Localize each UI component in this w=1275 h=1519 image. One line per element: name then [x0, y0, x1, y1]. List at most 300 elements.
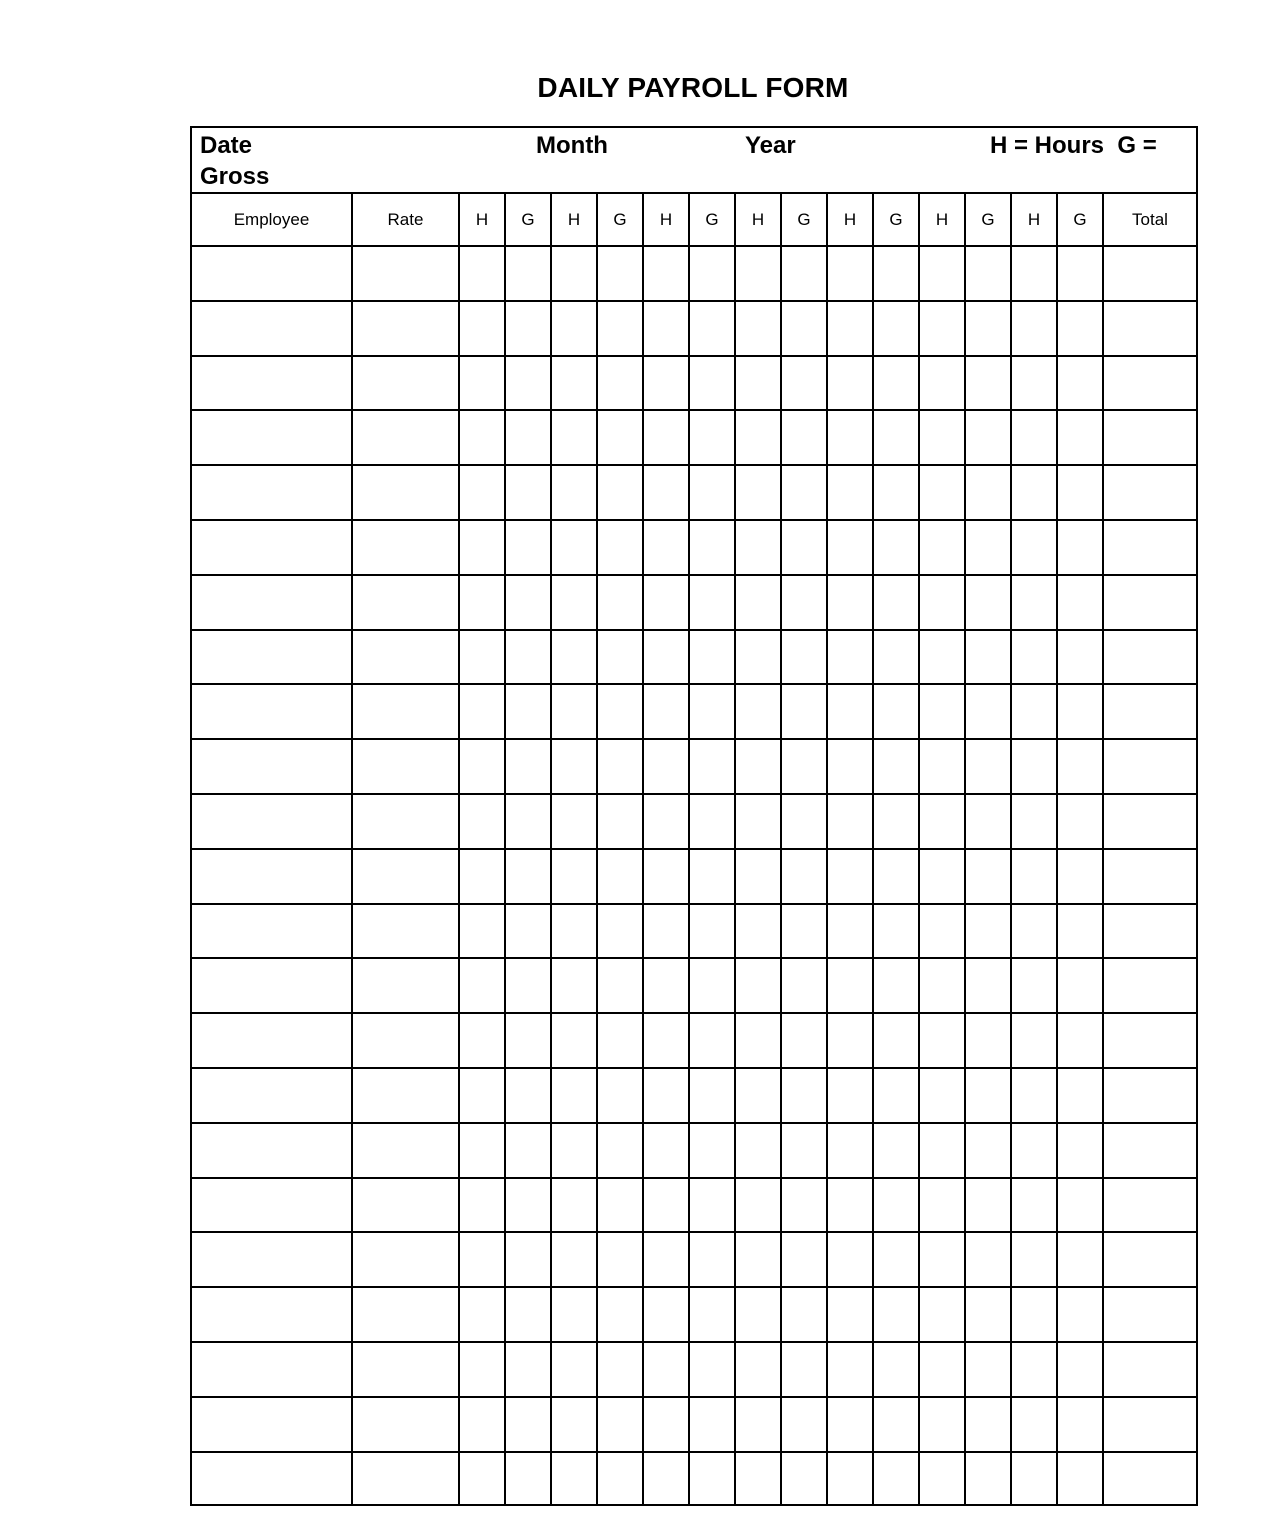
entry-cell[interactable] — [352, 794, 459, 849]
entry-cell[interactable] — [1057, 1178, 1103, 1233]
entry-cell[interactable] — [689, 1232, 735, 1287]
entry-cell[interactable] — [827, 1342, 873, 1397]
entry-cell[interactable] — [735, 356, 781, 411]
entry-cell[interactable] — [192, 958, 352, 1013]
entry-cell[interactable] — [459, 849, 505, 904]
entry-cell[interactable] — [551, 794, 597, 849]
entry-cell[interactable] — [1103, 356, 1196, 411]
entry-cell[interactable] — [919, 958, 965, 1013]
entry-cell[interactable] — [1057, 1123, 1103, 1178]
entry-cell[interactable] — [873, 1068, 919, 1123]
entry-cell[interactable] — [873, 1287, 919, 1342]
entry-cell[interactable] — [192, 794, 352, 849]
entry-cell[interactable] — [1057, 904, 1103, 959]
entry-cell[interactable] — [597, 246, 643, 301]
entry-cell[interactable] — [459, 958, 505, 1013]
entry-cell[interactable] — [919, 1068, 965, 1123]
entry-cell[interactable] — [192, 465, 352, 520]
entry-cell[interactable] — [597, 1013, 643, 1068]
entry-cell[interactable] — [459, 1068, 505, 1123]
entry-cell[interactable] — [689, 465, 735, 520]
entry-cell[interactable] — [459, 301, 505, 356]
entry-cell[interactable] — [643, 575, 689, 630]
entry-cell[interactable] — [735, 246, 781, 301]
entry-cell[interactable] — [352, 301, 459, 356]
entry-cell[interactable] — [873, 520, 919, 575]
entry-cell[interactable] — [781, 1342, 827, 1397]
entry-cell[interactable] — [1103, 1123, 1196, 1178]
entry-cell[interactable] — [919, 684, 965, 739]
entry-cell[interactable] — [1103, 301, 1196, 356]
entry-cell[interactable] — [965, 1123, 1011, 1178]
entry-cell[interactable] — [873, 246, 919, 301]
entry-cell[interactable] — [735, 1068, 781, 1123]
entry-cell[interactable] — [965, 1232, 1011, 1287]
entry-cell[interactable] — [1103, 1342, 1196, 1397]
entry-cell[interactable] — [192, 1068, 352, 1123]
entry-cell[interactable] — [827, 1397, 873, 1452]
entry-cell[interactable] — [597, 904, 643, 959]
entry-cell[interactable] — [643, 904, 689, 959]
entry-cell[interactable] — [459, 1232, 505, 1287]
entry-cell[interactable] — [1103, 1232, 1196, 1287]
entry-cell[interactable] — [781, 849, 827, 904]
entry-cell[interactable] — [352, 1232, 459, 1287]
entry-cell[interactable] — [643, 1342, 689, 1397]
entry-cell[interactable] — [919, 1013, 965, 1068]
entry-cell[interactable] — [919, 794, 965, 849]
entry-cell[interactable] — [459, 1287, 505, 1342]
entry-cell[interactable] — [505, 904, 551, 959]
entry-cell[interactable] — [192, 1178, 352, 1233]
entry-cell[interactable] — [873, 1342, 919, 1397]
entry-cell[interactable] — [551, 1013, 597, 1068]
entry-cell[interactable] — [551, 1452, 597, 1507]
entry-cell[interactable] — [919, 630, 965, 685]
entry-cell[interactable] — [1011, 246, 1057, 301]
entry-cell[interactable] — [459, 246, 505, 301]
entry-cell[interactable] — [827, 410, 873, 465]
entry-cell[interactable] — [459, 1397, 505, 1452]
entry-cell[interactable] — [1057, 1397, 1103, 1452]
entry-cell[interactable] — [919, 575, 965, 630]
entry-cell[interactable] — [873, 1013, 919, 1068]
entry-cell[interactable] — [643, 958, 689, 1013]
entry-cell[interactable] — [919, 1232, 965, 1287]
entry-cell[interactable] — [965, 410, 1011, 465]
entry-cell[interactable] — [919, 356, 965, 411]
entry-cell[interactable] — [1057, 410, 1103, 465]
entry-cell[interactable] — [827, 630, 873, 685]
entry-cell[interactable] — [551, 246, 597, 301]
entry-cell[interactable] — [919, 246, 965, 301]
entry-cell[interactable] — [735, 739, 781, 794]
entry-cell[interactable] — [505, 520, 551, 575]
entry-cell[interactable] — [873, 1452, 919, 1507]
entry-cell[interactable] — [827, 794, 873, 849]
entry-cell[interactable] — [459, 904, 505, 959]
entry-cell[interactable] — [735, 958, 781, 1013]
entry-cell[interactable] — [643, 739, 689, 794]
entry-cell[interactable] — [551, 1178, 597, 1233]
entry-cell[interactable] — [965, 1178, 1011, 1233]
entry-cell[interactable] — [597, 1068, 643, 1123]
entry-cell[interactable] — [505, 1123, 551, 1178]
entry-cell[interactable] — [1057, 575, 1103, 630]
entry-cell[interactable] — [1011, 630, 1057, 685]
entry-cell[interactable] — [352, 849, 459, 904]
entry-cell[interactable] — [1103, 410, 1196, 465]
entry-cell[interactable] — [689, 849, 735, 904]
entry-cell[interactable] — [352, 520, 459, 575]
entry-cell[interactable] — [781, 958, 827, 1013]
entry-cell[interactable] — [352, 410, 459, 465]
entry-cell[interactable] — [1103, 849, 1196, 904]
entry-cell[interactable] — [551, 1123, 597, 1178]
entry-cell[interactable] — [643, 301, 689, 356]
entry-cell[interactable] — [735, 630, 781, 685]
entry-cell[interactable] — [689, 575, 735, 630]
entry-cell[interactable] — [965, 1452, 1011, 1507]
entry-cell[interactable] — [459, 1123, 505, 1178]
entry-cell[interactable] — [505, 739, 551, 794]
entry-cell[interactable] — [1011, 739, 1057, 794]
entry-cell[interactable] — [735, 1287, 781, 1342]
entry-cell[interactable] — [352, 739, 459, 794]
entry-cell[interactable] — [1011, 1342, 1057, 1397]
entry-cell[interactable] — [551, 739, 597, 794]
entry-cell[interactable] — [459, 575, 505, 630]
entry-cell[interactable] — [352, 1452, 459, 1507]
entry-cell[interactable] — [192, 1397, 352, 1452]
entry-cell[interactable] — [689, 520, 735, 575]
entry-cell[interactable] — [643, 794, 689, 849]
entry-cell[interactable] — [827, 1013, 873, 1068]
entry-cell[interactable] — [551, 1287, 597, 1342]
entry-cell[interactable] — [781, 1397, 827, 1452]
entry-cell[interactable] — [459, 1178, 505, 1233]
entry-cell[interactable] — [352, 246, 459, 301]
entry-cell[interactable] — [643, 1232, 689, 1287]
entry-cell[interactable] — [781, 1013, 827, 1068]
entry-cell[interactable] — [919, 465, 965, 520]
entry-cell[interactable] — [735, 465, 781, 520]
entry-cell[interactable] — [689, 904, 735, 959]
entry-cell[interactable] — [1011, 849, 1057, 904]
entry-cell[interactable] — [505, 849, 551, 904]
entry-cell[interactable] — [1057, 1287, 1103, 1342]
entry-cell[interactable] — [505, 410, 551, 465]
entry-cell[interactable] — [781, 1068, 827, 1123]
entry-cell[interactable] — [781, 520, 827, 575]
entry-cell[interactable] — [505, 958, 551, 1013]
entry-cell[interactable] — [1057, 1013, 1103, 1068]
entry-cell[interactable] — [643, 1397, 689, 1452]
entry-cell[interactable] — [1057, 849, 1103, 904]
entry-cell[interactable] — [827, 1452, 873, 1507]
entry-cell[interactable] — [965, 794, 1011, 849]
entry-cell[interactable] — [505, 1287, 551, 1342]
entry-cell[interactable] — [781, 246, 827, 301]
entry-cell[interactable] — [352, 356, 459, 411]
entry-cell[interactable] — [1011, 575, 1057, 630]
entry-cell[interactable] — [1011, 465, 1057, 520]
entry-cell[interactable] — [1011, 1232, 1057, 1287]
entry-cell[interactable] — [597, 465, 643, 520]
entry-cell[interactable] — [1057, 465, 1103, 520]
entry-cell[interactable] — [1057, 1452, 1103, 1507]
entry-cell[interactable] — [1103, 1452, 1196, 1507]
entry-cell[interactable] — [965, 1068, 1011, 1123]
entry-cell[interactable] — [919, 739, 965, 794]
entry-cell[interactable] — [735, 1452, 781, 1507]
entry-cell[interactable] — [919, 904, 965, 959]
entry-cell[interactable] — [551, 630, 597, 685]
entry-cell[interactable] — [735, 520, 781, 575]
entry-cell[interactable] — [597, 520, 643, 575]
entry-cell[interactable] — [1011, 1013, 1057, 1068]
entry-cell[interactable] — [689, 630, 735, 685]
entry-cell[interactable] — [781, 794, 827, 849]
entry-cell[interactable] — [643, 1287, 689, 1342]
entry-cell[interactable] — [192, 1342, 352, 1397]
entry-cell[interactable] — [505, 356, 551, 411]
entry-cell[interactable] — [1057, 630, 1103, 685]
entry-cell[interactable] — [827, 301, 873, 356]
entry-cell[interactable] — [1103, 465, 1196, 520]
entry-cell[interactable] — [873, 301, 919, 356]
entry-cell[interactable] — [505, 630, 551, 685]
entry-cell[interactable] — [551, 301, 597, 356]
entry-cell[interactable] — [551, 520, 597, 575]
entry-cell[interactable] — [352, 630, 459, 685]
entry-cell[interactable] — [965, 1013, 1011, 1068]
entry-cell[interactable] — [597, 1123, 643, 1178]
entry-cell[interactable] — [643, 1178, 689, 1233]
entry-cell[interactable] — [1057, 1068, 1103, 1123]
entry-cell[interactable] — [689, 356, 735, 411]
entry-cell[interactable] — [551, 1342, 597, 1397]
entry-cell[interactable] — [1103, 794, 1196, 849]
entry-cell[interactable] — [689, 1178, 735, 1233]
entry-cell[interactable] — [965, 1397, 1011, 1452]
entry-cell[interactable] — [873, 684, 919, 739]
entry-cell[interactable] — [192, 739, 352, 794]
entry-cell[interactable] — [827, 1232, 873, 1287]
entry-cell[interactable] — [689, 246, 735, 301]
entry-cell[interactable] — [192, 1123, 352, 1178]
entry-cell[interactable] — [919, 1452, 965, 1507]
entry-cell[interactable] — [965, 958, 1011, 1013]
entry-cell[interactable] — [459, 684, 505, 739]
entry-cell[interactable] — [965, 1342, 1011, 1397]
entry-cell[interactable] — [873, 904, 919, 959]
entry-cell[interactable] — [505, 1342, 551, 1397]
entry-cell[interactable] — [873, 575, 919, 630]
entry-cell[interactable] — [459, 1452, 505, 1507]
entry-cell[interactable] — [1103, 630, 1196, 685]
entry-cell[interactable] — [1011, 1068, 1057, 1123]
entry-cell[interactable] — [1057, 794, 1103, 849]
entry-cell[interactable] — [781, 356, 827, 411]
entry-cell[interactable] — [551, 1397, 597, 1452]
entry-cell[interactable] — [1011, 520, 1057, 575]
entry-cell[interactable] — [827, 1178, 873, 1233]
entry-cell[interactable] — [352, 1178, 459, 1233]
entry-cell[interactable] — [352, 1123, 459, 1178]
entry-cell[interactable] — [505, 1232, 551, 1287]
entry-cell[interactable] — [459, 520, 505, 575]
entry-cell[interactable] — [551, 575, 597, 630]
entry-cell[interactable] — [689, 1123, 735, 1178]
entry-cell[interactable] — [597, 794, 643, 849]
entry-cell[interactable] — [459, 410, 505, 465]
entry-cell[interactable] — [827, 1287, 873, 1342]
entry-cell[interactable] — [1011, 410, 1057, 465]
entry-cell[interactable] — [1057, 958, 1103, 1013]
entry-cell[interactable] — [597, 739, 643, 794]
entry-cell[interactable] — [352, 1068, 459, 1123]
entry-cell[interactable] — [352, 1013, 459, 1068]
entry-cell[interactable] — [1011, 794, 1057, 849]
entry-cell[interactable] — [827, 958, 873, 1013]
entry-cell[interactable] — [1057, 684, 1103, 739]
entry-cell[interactable] — [597, 1342, 643, 1397]
entry-cell[interactable] — [551, 684, 597, 739]
entry-cell[interactable] — [965, 465, 1011, 520]
entry-cell[interactable] — [505, 1397, 551, 1452]
entry-cell[interactable] — [597, 1232, 643, 1287]
entry-cell[interactable] — [827, 684, 873, 739]
entry-cell[interactable] — [643, 849, 689, 904]
entry-cell[interactable] — [1103, 739, 1196, 794]
entry-cell[interactable] — [827, 1068, 873, 1123]
entry-cell[interactable] — [192, 1287, 352, 1342]
entry-cell[interactable] — [873, 630, 919, 685]
entry-cell[interactable] — [1103, 904, 1196, 959]
entry-cell[interactable] — [1103, 1013, 1196, 1068]
entry-cell[interactable] — [781, 1287, 827, 1342]
entry-cell[interactable] — [735, 684, 781, 739]
entry-cell[interactable] — [505, 301, 551, 356]
entry-cell[interactable] — [689, 1397, 735, 1452]
entry-cell[interactable] — [873, 410, 919, 465]
entry-cell[interactable] — [965, 1287, 1011, 1342]
entry-cell[interactable] — [597, 684, 643, 739]
entry-cell[interactable] — [827, 520, 873, 575]
entry-cell[interactable] — [551, 1232, 597, 1287]
entry-cell[interactable] — [505, 1178, 551, 1233]
entry-cell[interactable] — [873, 1123, 919, 1178]
entry-cell[interactable] — [352, 1287, 459, 1342]
entry-cell[interactable] — [597, 1178, 643, 1233]
entry-cell[interactable] — [192, 520, 352, 575]
entry-cell[interactable] — [459, 1342, 505, 1397]
entry-cell[interactable] — [1057, 246, 1103, 301]
entry-cell[interactable] — [192, 1452, 352, 1507]
entry-cell[interactable] — [919, 410, 965, 465]
entry-cell[interactable] — [643, 1123, 689, 1178]
entry-cell[interactable] — [781, 1452, 827, 1507]
entry-cell[interactable] — [827, 739, 873, 794]
entry-cell[interactable] — [597, 410, 643, 465]
entry-cell[interactable] — [192, 1232, 352, 1287]
entry-cell[interactable] — [965, 520, 1011, 575]
entry-cell[interactable] — [1057, 739, 1103, 794]
entry-cell[interactable] — [827, 575, 873, 630]
entry-cell[interactable] — [965, 739, 1011, 794]
entry-cell[interactable] — [192, 684, 352, 739]
entry-cell[interactable] — [919, 1342, 965, 1397]
entry-cell[interactable] — [192, 356, 352, 411]
entry-cell[interactable] — [689, 301, 735, 356]
entry-cell[interactable] — [597, 849, 643, 904]
entry-cell[interactable] — [551, 356, 597, 411]
entry-cell[interactable] — [643, 1068, 689, 1123]
entry-cell[interactable] — [689, 739, 735, 794]
entry-cell[interactable] — [965, 575, 1011, 630]
entry-cell[interactable] — [919, 849, 965, 904]
entry-cell[interactable] — [192, 575, 352, 630]
entry-cell[interactable] — [1103, 575, 1196, 630]
entry-cell[interactable] — [1103, 684, 1196, 739]
entry-cell[interactable] — [459, 794, 505, 849]
entry-cell[interactable] — [597, 575, 643, 630]
entry-cell[interactable] — [1011, 356, 1057, 411]
entry-cell[interactable] — [505, 246, 551, 301]
entry-cell[interactable] — [689, 410, 735, 465]
entry-cell[interactable] — [1011, 684, 1057, 739]
entry-cell[interactable] — [689, 958, 735, 1013]
entry-cell[interactable] — [1057, 301, 1103, 356]
entry-cell[interactable] — [735, 1123, 781, 1178]
entry-cell[interactable] — [873, 794, 919, 849]
entry-cell[interactable] — [597, 630, 643, 685]
entry-cell[interactable] — [192, 904, 352, 959]
entry-cell[interactable] — [919, 1123, 965, 1178]
entry-cell[interactable] — [781, 684, 827, 739]
entry-cell[interactable] — [643, 356, 689, 411]
entry-cell[interactable] — [459, 739, 505, 794]
entry-cell[interactable] — [781, 465, 827, 520]
entry-cell[interactable] — [735, 1013, 781, 1068]
entry-cell[interactable] — [1103, 1178, 1196, 1233]
entry-cell[interactable] — [459, 630, 505, 685]
entry-cell[interactable] — [1057, 356, 1103, 411]
entry-cell[interactable] — [551, 958, 597, 1013]
entry-cell[interactable] — [873, 849, 919, 904]
entry-cell[interactable] — [735, 849, 781, 904]
entry-cell[interactable] — [352, 904, 459, 959]
entry-cell[interactable] — [965, 849, 1011, 904]
entry-cell[interactable] — [1011, 1397, 1057, 1452]
entry-cell[interactable] — [735, 1397, 781, 1452]
entry-cell[interactable] — [352, 958, 459, 1013]
entry-cell[interactable] — [1103, 1397, 1196, 1452]
entry-cell[interactable] — [781, 904, 827, 959]
entry-cell[interactable] — [1011, 1123, 1057, 1178]
entry-cell[interactable] — [1011, 904, 1057, 959]
entry-cell[interactable] — [919, 520, 965, 575]
entry-cell[interactable] — [505, 575, 551, 630]
entry-cell[interactable] — [459, 465, 505, 520]
entry-cell[interactable] — [192, 630, 352, 685]
entry-cell[interactable] — [1011, 1178, 1057, 1233]
entry-cell[interactable] — [1057, 1232, 1103, 1287]
entry-cell[interactable] — [505, 1013, 551, 1068]
entry-cell[interactable] — [505, 465, 551, 520]
entry-cell[interactable] — [643, 1013, 689, 1068]
